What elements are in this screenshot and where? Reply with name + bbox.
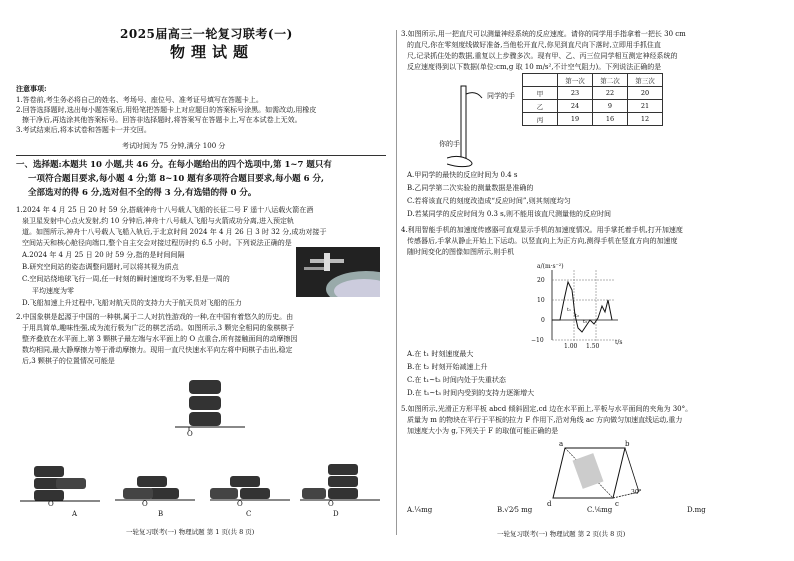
chart-t-label: t₁ [567,307,572,313]
inclined-plate-figure [547,440,647,510]
chess-option-a-figure [20,460,100,502]
q3-text: 尺,记录抓住处的数据,重复以上步骤多次。现有甲、乙、丙三位同学相互测定神经系统的 [407,52,678,60]
exam-title: 2025届高三一轮复习联考(一) [120,27,293,41]
q2-text: 数均相同,最大静摩擦力等于滑动摩擦力。现用一直尺快速水平向左将中间棋子击出,稳定 [22,346,293,354]
origin-label: O [187,430,193,438]
fig-label-c: c [615,500,619,508]
origin-label: O [142,500,148,508]
option-label-c: C [246,510,252,518]
q3-text: 3.如图所示,用一把直尺可以测量神经系统的反应速度。请你的同学用手指拿着一把长 30 cm [401,30,686,38]
chart-ytick: 10 [537,297,545,304]
notice-line: 擦干净后,再选涂其他答案标号。回答非选择题时,将答案写在答题卡上,写在本试卷上无效。 [22,116,302,124]
q1-option-d: D.飞船加速上升过程中,飞船对航天员的支持力大于航天员对飞船的压力 [22,299,242,307]
fig-label-classmate-hand: 同学的手 [487,92,515,100]
chart-ytick: −10 [531,337,544,344]
space-station-photo [296,247,380,297]
q4-text: 4.利用智能手机的加速度传感器可直观显示手机的加速度情况。用手掌托着手机,打开加速度 [401,226,683,234]
page-footer: 一轮复习联考(一) 物理试题 第 1 页(共 8 页) [126,528,255,536]
q2-text: 于用具简单,趣味性强,成为流行极为广泛的棋艺活动。如图所示,3 颗完全相同的象棋棋子 [22,324,295,332]
section-intro: 一、选择题:本题共 10 小题,共 46 分。在每小题给出的四个选项中,第 1~7 题只有 [16,160,332,170]
notice-header: 注意事项: [16,84,47,93]
right-page [397,0,794,561]
table-cell: 甲 [523,87,558,100]
table-header-cell: 第一次 [558,74,593,87]
q5-text: 质量为 m 的物块在平行于平板的拉力 F 作用下,沿对角线 ac 方向做匀加速直线运动,重力 [407,416,683,424]
table-cell: 20 [628,87,663,100]
table-header-cell [523,74,558,87]
table-cell: 23 [558,87,593,100]
section-rule [16,155,386,156]
notice-line: 2.回答选择题时,选出每小题答案后,用铅笔把答题卡上对应题目的答案标号涂黑。如需改动,用橡皮 [16,106,317,114]
origin-label: O [48,500,54,508]
chart-ylabel: a/(m·s⁻²) [537,263,564,270]
q3-option-c: C.若将该直尺的刻度改造成“反应时间”,则其刻度均匀 [407,197,571,205]
section-intro: 一项符合题目要求,每小题 4 分;第 8~10 题有多项符合题目要求,每小题 6 分, [28,174,324,184]
notice-line: 3.考试结束后,将本试卷和答题卡一并交回。 [16,126,151,134]
option-label-a: A [72,510,78,518]
q4-option-b: B.在 t₂ 时刻开始减速上升 [407,363,488,371]
table-cell: 12 [628,113,663,126]
q5-option-b: B.√2⁄5 mg [497,506,533,514]
q4-option-c: C.在 t₁~t₂ 时间内处于失重状态 [407,376,506,384]
q3-option-d: D.若某同学的反应时间为 0.3 s,则不能用该直尺测量他的反应时间 [407,210,611,218]
q1-option-a: A.2024 年 4 月 25 日 20 时 59 分,指的是时间间隔 [22,251,185,259]
table-cell: 19 [558,113,593,126]
q4-text: 传感器后,手掌从静止开始上下运动。以竖直向上为正方向,测得手机在竖直方向的加速度 [407,237,678,245]
chart-ytick: 0 [541,317,545,324]
q3-text: 反应速度得到以下数据(单位:cm,g 取 10 m/s²,不计空气阻力)。下列说法正确的是 [407,63,662,71]
table-cell: 24 [558,100,593,113]
origin-label: O [237,500,243,508]
chart-xtick: 1.00 [564,343,578,350]
fig-label-your-hand: 你的手 [439,140,460,148]
q3-text: 的直尺,你在零刻度线做好准备,当他松开直尺,你见到直尺向下落时,立即用手抓住直 [407,41,661,49]
table-cell: 丙 [523,113,558,126]
option-label-d: D [333,510,339,518]
q4-option-a: A.在 t₁ 时刻速度最大 [407,350,474,358]
q1-text: 空间站天和核心舱径向端口,整个自主交会对接过程历时约 6.5 小时。下列说法正确的是 [22,239,292,247]
q5-option-d: D.mg [687,506,706,514]
table-header-cell: 第三次 [628,74,663,87]
q2-text: 2.中国象棋是起源于中国的一种棋,属于二人对抗性游戏的一种,在中国有着悠久的历史。由 [16,313,294,321]
table-row [523,87,663,100]
q5-option-a: A.¼mg [407,506,433,514]
exam-time: 考试时间为 75 分钟,满分 100 分 [122,142,226,150]
q2-text: 整齐叠放在水平面上,第 3 颗棋子最左端与水平面上的 O 点重合,所有接触面间的动摩擦因 [22,335,298,343]
fig-label-b: b [625,440,630,448]
q1-option-c: C.空间站绕地球飞行一周,任一时刻的瞬时速度均不为零,但是一周的 [22,275,230,283]
table-cell: 22 [593,87,628,100]
table-cell: 9 [593,100,628,113]
fig-label-angle: 30° [631,489,642,496]
q1-text: 道。如图所示,神舟十八号载人飞船入轨后,于北京时间 2024 年 4 月 26 日 3 时 32 分,成功对接于 [22,228,327,236]
table-row [523,100,663,113]
q5-option-c: C.⅙mg [587,506,613,514]
table-header-cell: 第二次 [593,74,628,87]
option-label-b: B [158,510,164,518]
chess-stack-figure [175,376,245,438]
q1-option-b: B.研究空间站的姿态调整问题时,可以将其视为质点 [22,263,179,271]
q3-option-a: A.甲同学的最快的反应时间为 0.4 s [407,171,518,179]
chart-xtick: 1.50 [586,343,600,350]
chess-option-d-figure [300,460,380,502]
q2-text: 后,3 颗棋子的位置情况可能是 [22,357,115,365]
q3-option-b: B.乙同学第二次实验的测量数据是准确的 [407,184,534,192]
origin-label: O [328,500,334,508]
q5-text: 加速度大小为 g,下列关于 F 的取值可能正确的是 [407,427,559,435]
table-cell: 乙 [523,100,558,113]
fig-label-d: d [547,500,552,508]
fig-label-a: a [559,440,564,448]
q1-text: 泉卫星发射中心点火发射,约 10 分钟后,神舟十八号载人飞船与火箭成功分离,进入预定轨 [22,217,295,225]
chart-ytick: 20 [537,277,545,284]
chart-t-label: t₃ [583,319,588,325]
reaction-data-table [522,73,663,126]
section-intro: 全部选对的得 6 分,选对但不全的得 3 分,有选错的得 0 分。 [28,188,257,198]
page-footer: 一轮复习联考(一) 物理试题 第 2 页(共 8 页) [497,530,626,538]
notice-line: 1.答卷前,考生务必将自己的姓名、考场号、座位号、准考证号填写在答题卡上。 [16,96,263,104]
q1-option-c-cont: 平均速度为零 [32,287,74,295]
chess-option-b-figure [115,460,195,502]
q4-text: 随时间变化的图像如图所示,则手机 [407,248,515,256]
chart-xlabel: t/s [615,339,623,346]
table-row [523,113,663,126]
chart-t-label: t₂ [575,313,580,319]
q5-text: 5.如图所示,光滑正方形平板 abcd 倾斜固定,cd 边在水平面上,平板与水平面间的夹角为 30°。 [401,405,693,413]
table-cell: 21 [628,100,663,113]
q4-option-d: D.在 t₁~t₃ 时间内受到的支持力逐渐增大 [407,389,535,397]
chess-option-c-figure [210,460,290,502]
table-cell: 16 [593,113,628,126]
acceleration-chart [542,270,622,346]
exam-subtitle: 物理试题 [170,43,255,61]
q1-text: 1.2024 年 4 月 25 日 20 时 59 分,搭载神舟十八号载人飞船的长征二号 F 遥十八运载火箭在酒 [16,206,314,214]
